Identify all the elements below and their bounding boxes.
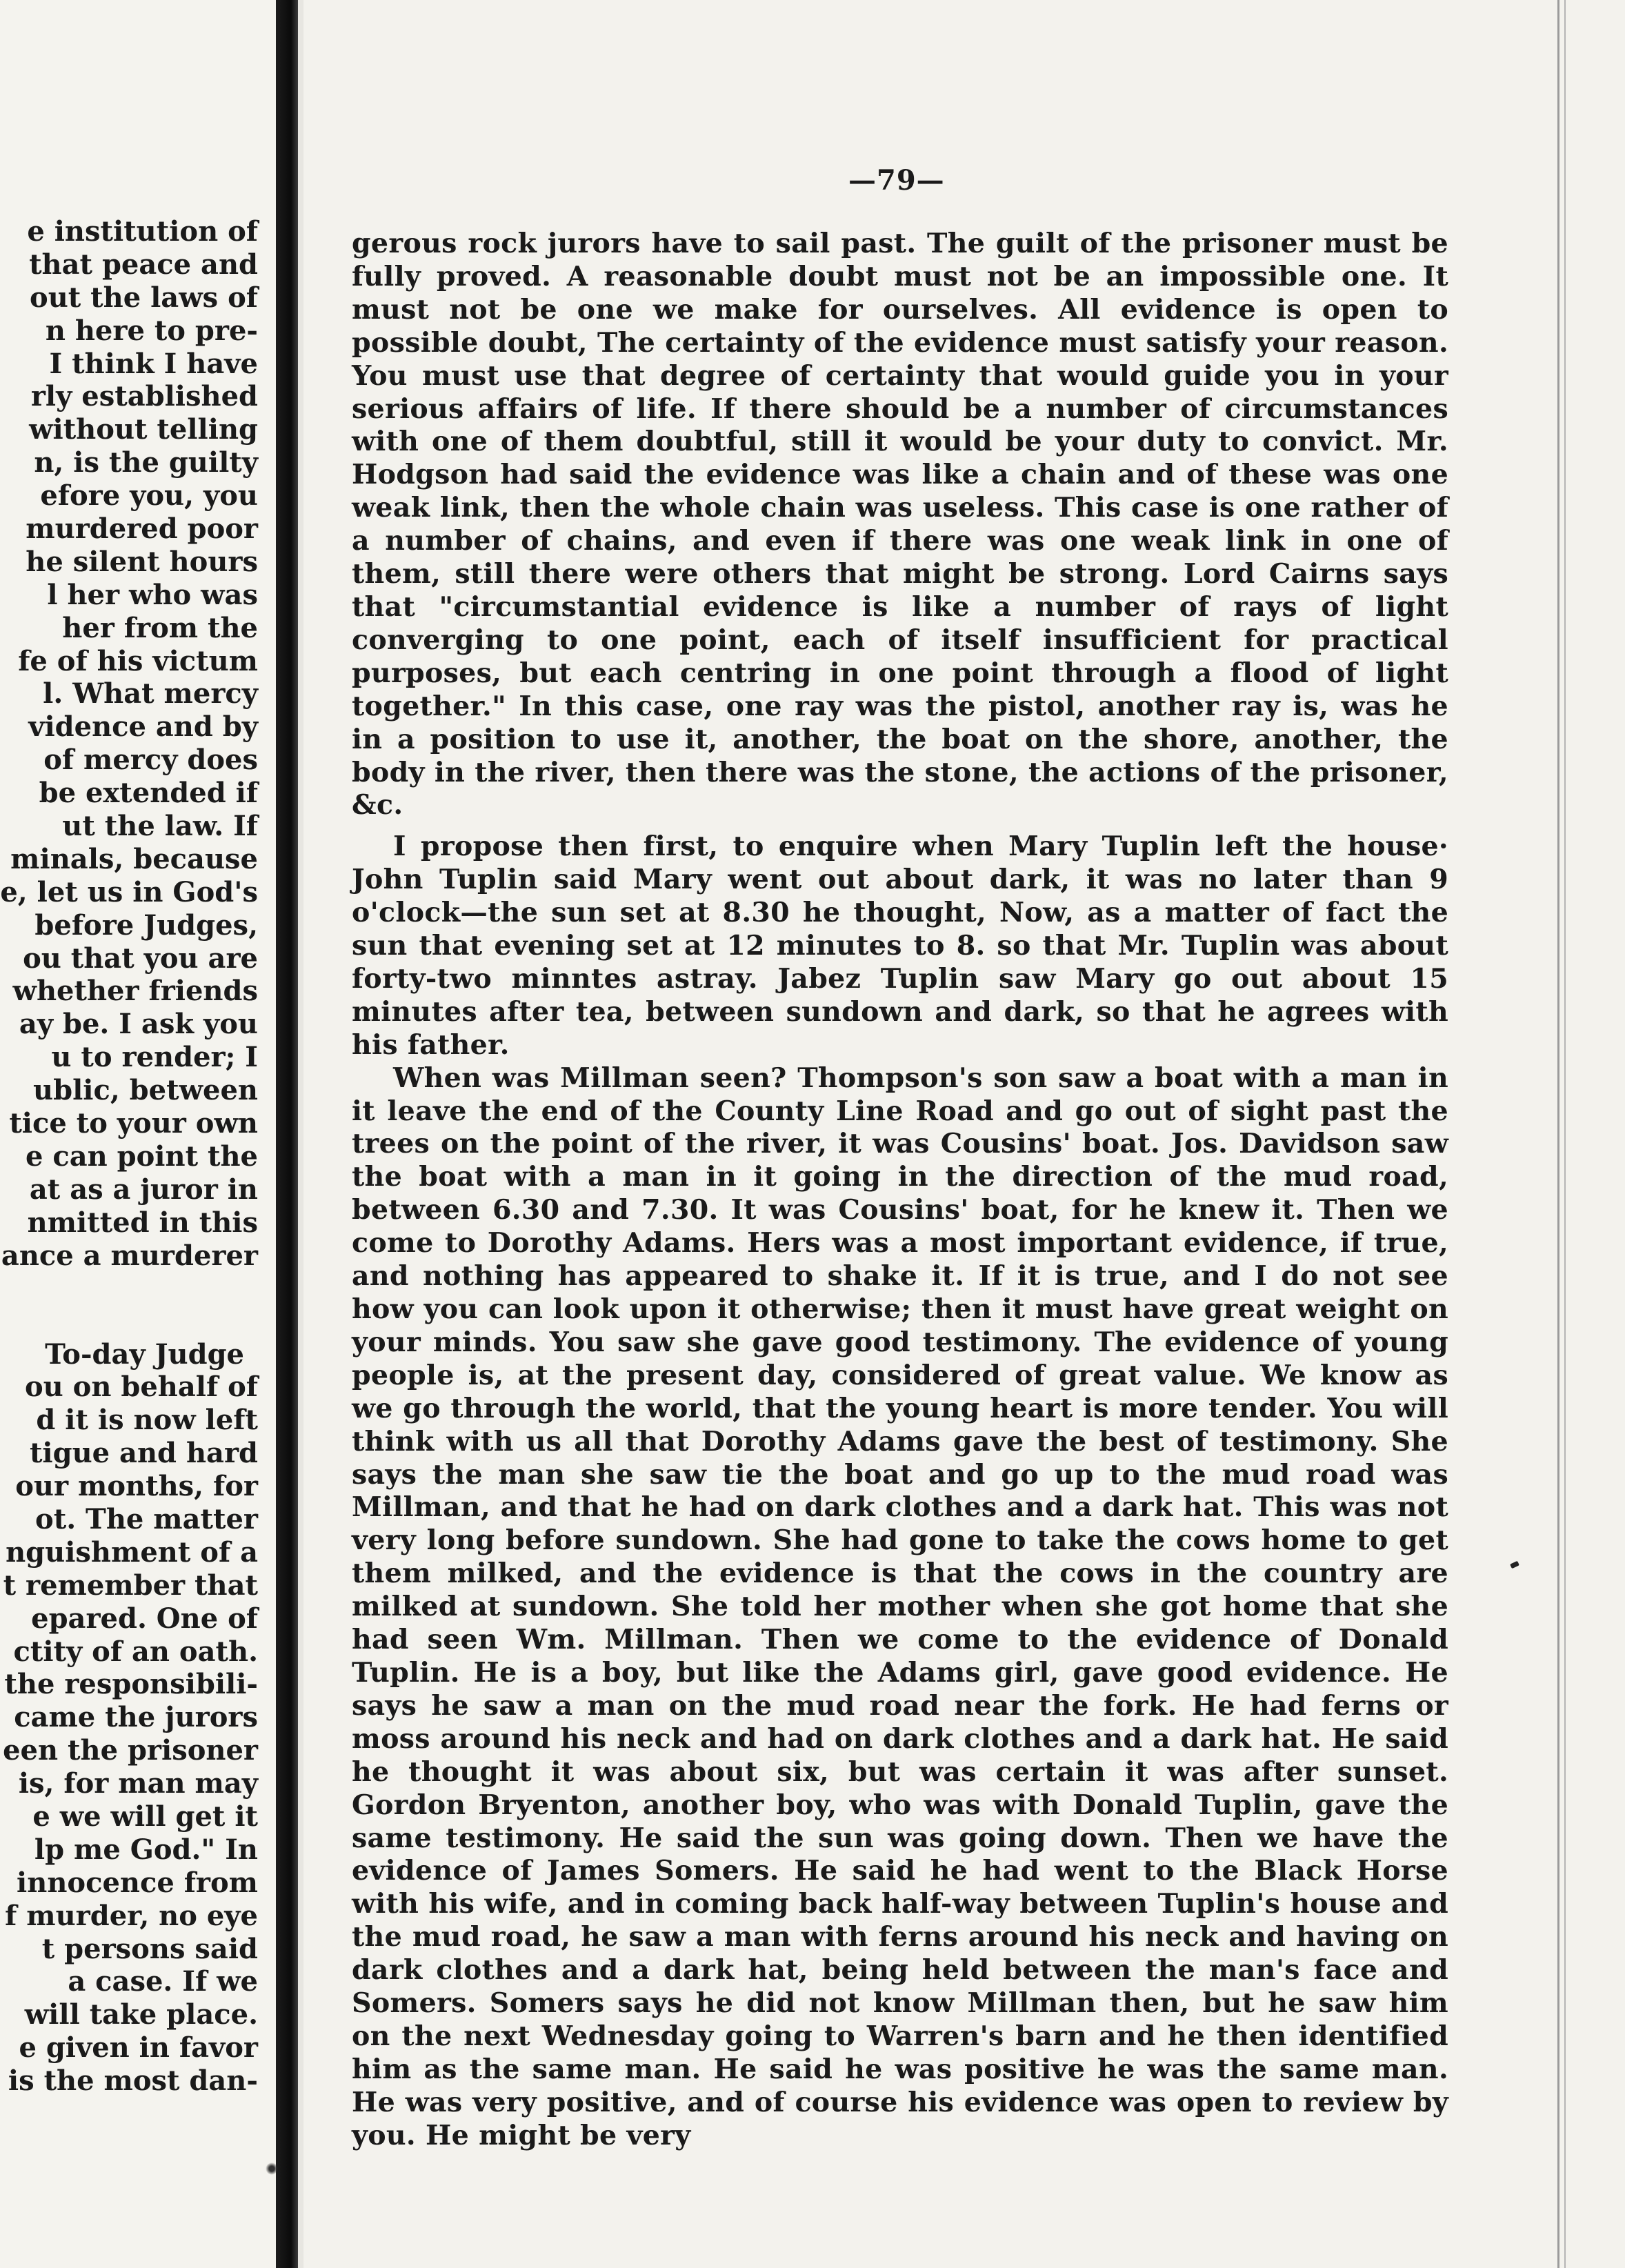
paragraph-3: When was Millman seen? Thompson's son saw a boat with a man in it leave the end of the County Line Road and go out of sight past the trees on the point of the river, it was Cousins' boat. Jos. Davidson saw the boat with a man in it going in the direction of the mud road, between 6.30 and 7.30. It was Cousins' boat, for he knew it. Then we come to Dorothy Adams. Hers was a most important evidence, if true, and nothing has appeared to shake it. If it is true, and I do not see how you can look upon it otherwise; then it must have great weight on your minds. You saw she gave good testimony. The evidence of young people is, at the present day, considered of great value. We know as we go through the world, that the young heart is more tender. You will think with us all that Dorothy Adams gave the best of testimony. She says the man she saw tie the boat and go up to the mud road was Millman, and that he had on dark clothes and a dark hat. This was not very long before sundown. She had gone to take the cows home to get them milked, and the evidence is that the cows in the country are milked at sundown. She told her mother when she got home that she had seen Wm. Millman. Then we come to the evidence of Donald Tuplin. He is a boy, but like the Adams girl, gave good evidence. He says he saw a man on the mud road near the fork. He had ferns or moss around his neck and had on dark clothes and a dark hat. He said he thought it was about six, but was certain it was after sunset. Gordon Bryenton, another boy, who was with Donald Tuplin, gave the same testimony. He said the sun was going down. Then we have the evidence of James Somers. He said he had went to the Black Horse with his wife, and in coming back half-way between Tuplin's house and the mud road, he saw a man with ferns around his neck and having on dark clothes and a dark hat, being held between the man's face and Somers. Somers says he did not know Millman then, but he saw him on the next Wednesday going to Warren's barn and he then identified him as the same man. He said he was positive he was the same man. He was very positive, and of course his evidence was open to review by you. He might be very bbox=[352, 1062, 1448, 2151]
facing-page-line: I think I have bbox=[49, 347, 258, 380]
facing-page-line: at as a juror in bbox=[29, 1173, 258, 1206]
paragraph-2: I propose then first, to enquire when Mary Tuplin left the house· John Tuplin said Mary went out about dark, it was no later than 9 o'clock—the sun set at 8.30 he thought, Now, as a matter of fact the sun that evening set at 12 minutes to 8. so that Mr. Tuplin was about forty-two minntes astray. Jabez Tuplin saw Mary go out about 15 minutes after tea, between sundown and dark, so that he agrees with his father. bbox=[352, 830, 1448, 1061]
facing-page-line: minals, because bbox=[10, 842, 258, 875]
facing-page-line: tigue and hard bbox=[29, 1437, 258, 1470]
facing-page-line: will take place. bbox=[24, 1998, 258, 2031]
facing-page-line: e can point the bbox=[26, 1140, 258, 1173]
facing-page-line: ot. The matter bbox=[35, 1502, 258, 1535]
facing-page-line: ance a murderer bbox=[1, 1239, 258, 1272]
facing-page-line: out the laws of bbox=[30, 281, 258, 314]
facing-page-text bbox=[0, 215, 258, 2098]
facing-page-line: nmitted in this bbox=[27, 1206, 258, 1239]
body-text bbox=[352, 228, 1448, 2153]
facing-page-line: came the jurors bbox=[14, 1701, 258, 1734]
facing-page-line: that peace and bbox=[29, 248, 258, 281]
facing-page-line: fe of his victum bbox=[18, 644, 258, 677]
facing-page-line: innocence from bbox=[17, 1866, 258, 1899]
facing-page-line: before Judges, bbox=[34, 908, 258, 942]
facing-page-line: epared. One of bbox=[31, 1602, 258, 1635]
facing-page-line: e given in favor bbox=[19, 2031, 258, 2065]
facing-page-line: her from the bbox=[62, 611, 258, 644]
facing-page-line: u to render; I bbox=[51, 1041, 258, 1074]
facing-page-line: l. What mercy bbox=[43, 677, 258, 710]
page-edge-line bbox=[1557, 0, 1559, 2268]
facing-page-line: e we will get it bbox=[32, 1800, 258, 1833]
facing-page-line: our months, for bbox=[15, 1470, 258, 1503]
facing-page-line: t persons said bbox=[41, 1932, 258, 1965]
facing-page-line: without telling bbox=[29, 413, 258, 446]
page-edge-line-2 bbox=[1564, 0, 1566, 2268]
facing-page-line: whether friends bbox=[12, 975, 258, 1008]
facing-page-line: of mercy does bbox=[43, 744, 258, 777]
facing-page-line: be extended if bbox=[39, 777, 258, 810]
facing-page-line: vidence and by bbox=[28, 710, 258, 744]
facing-page-line: lp me God." In bbox=[34, 1833, 258, 1866]
facing-page-line: ut the law. If bbox=[62, 810, 258, 843]
facing-page-line: ou on behalf of bbox=[24, 1371, 258, 1404]
facing-page-line: the responsibili- bbox=[4, 1668, 258, 1701]
facing-page-line: n, is the guilty bbox=[34, 446, 258, 479]
facing-page-line: ublic, between bbox=[33, 1074, 258, 1107]
facing-page-line: ay be. I ask you bbox=[19, 1008, 258, 1041]
facing-page-line: nguishment of a bbox=[6, 1535, 258, 1569]
facing-page-line: e institution of bbox=[27, 215, 258, 248]
facing-page-line: is the most dan- bbox=[8, 2065, 258, 2098]
facing-page-line: he silent hours bbox=[26, 545, 258, 578]
facing-page-line: e, let us in God's bbox=[0, 875, 258, 908]
corner-speck bbox=[266, 2162, 278, 2175]
page-number: —79— bbox=[848, 164, 945, 197]
facing-page-line: n here to pre- bbox=[45, 314, 258, 347]
facing-page-line: tice to your own bbox=[9, 1107, 258, 1140]
facing-page-line: To-day Judge bbox=[45, 1337, 244, 1371]
facing-page-line bbox=[0, 1273, 258, 1338]
facing-page-line: murdered poor bbox=[26, 513, 258, 546]
facing-page-line: ou that you are bbox=[23, 942, 258, 975]
facing-page-line: l her who was bbox=[47, 578, 258, 611]
facing-page-line: t remember that bbox=[3, 1569, 258, 1602]
facing-page-line: is, for man may bbox=[18, 1767, 258, 1800]
gutter-edge bbox=[298, 0, 303, 2268]
facing-page-line: f murder, no eye bbox=[5, 1899, 258, 1932]
facing-page-line: d it is now left bbox=[36, 1404, 258, 1437]
facing-page-fragment bbox=[0, 0, 276, 2268]
facing-page-line: een the prisoner bbox=[3, 1734, 258, 1767]
facing-page-line: rly established bbox=[30, 380, 258, 413]
facing-page-line: efore you, you bbox=[40, 479, 258, 513]
facing-page-line: a case. If we bbox=[68, 1965, 258, 1998]
facing-page-line: ctity of an oath. bbox=[13, 1635, 258, 1668]
paragraph-1: gerous rock jurors have to sail past. The guilt of the prisoner must be fully proved. A reasonable doubt must not be an impossible one. It must not be one we make for ourselves. All evidence is open to possible doubt, The certainty of the evidence must satisfy your reason. You must use that degree of certainty that would guide you in your serious affairs of life. If there should be a number of circumstances with one of them doubtful, still it would be your duty to convict. Mr. Hodgson had said the evidence was like a chain and of these was one weak link, then the whole chain was useless. This case is one rather of a number of chains, and even if there was one weak link in one of them, still there were others that might be strong. Lord Cairns says that "circumstantial evidence is like a number of rays of light converging to one point, each of itself insufficient for practical purposes, but each centring in one point through a flood of light together." In this case, one ray was the pistol, another ray is, was he in a position to use it, another, the boat on the shore, another, the body in the river, then there was the stone, the actions of the prisoner, &c. bbox=[352, 228, 1448, 822]
